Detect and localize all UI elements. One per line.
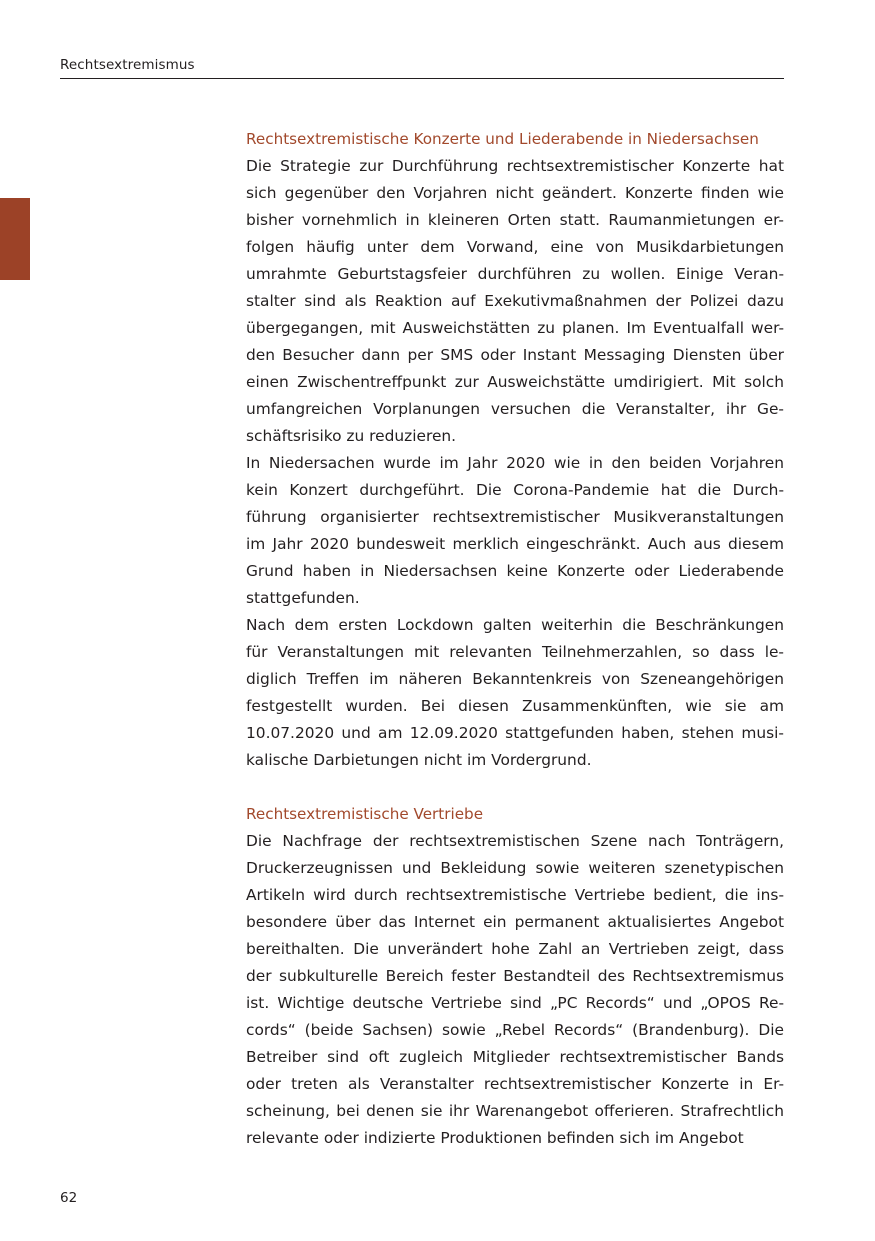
text-line: diglich Treffen im näheren Bekanntenkreis von Szeneangehörigen — [246, 670, 784, 688]
text-line: einen Zwischentreffpunkt zur Ausweichstätte umdirigiert. Mit solch — [246, 373, 784, 391]
text-line: Die Nachfrage der rechtsextremistischen Szene nach Tonträgern, — [246, 832, 784, 850]
text-line: den Besucher dann per SMS oder Instant Messaging Diensten über — [246, 346, 784, 364]
text-line: der subkulturelle Bereich fester Bestandteil des Rechtsextremismus — [246, 967, 784, 985]
main-content — [246, 126, 784, 1152]
text-line: cords“ (beide Sachsen) sowie „Rebel Records“ (Brandenburg). Die — [246, 1021, 784, 1039]
paragraph — [246, 828, 784, 1152]
text-line: festgestellt wurden. Bei diesen Zusammenkünften, wie sie am — [246, 697, 784, 715]
section-konzerte — [246, 126, 784, 774]
text-line: In Niedersachen wurde im Jahr 2020 wie in den beiden Vorjahren — [246, 454, 784, 472]
text-line: besondere über das Internet ein permanent aktualisiertes Angebot — [246, 913, 784, 931]
text-line: folgen häufig unter dem Vorwand, eine von Musikdarbietungen — [246, 238, 784, 256]
text-line: ist. Wichtige deutsche Vertriebe sind „PC Records“ und „OPOS Re- — [246, 994, 784, 1012]
paragraph — [246, 612, 784, 774]
text-line: kein Konzert durchgeführt. Die Corona-Pandemie hat die Durch- — [246, 481, 784, 499]
section-gap — [246, 774, 784, 801]
page-number: 62 — [60, 1190, 78, 1206]
text-line: bereithalten. Die unverändert hohe Zahl an Vertrieben zeigt, dass — [246, 940, 784, 958]
text-line: bisher vornehmlich in kleineren Orten statt. Raumanmietungen er- — [246, 211, 784, 229]
text-line: Artikeln wird durch rechtsextremistische Vertriebe bedient, die ins- — [246, 886, 784, 904]
paragraph — [246, 153, 784, 450]
text-line: oder treten als Veranstalter rechtsextremistischer Konzerte in Er- — [246, 1075, 784, 1093]
section-vertriebe — [246, 801, 784, 1152]
text-line: für Veranstaltungen mit relevanten Teilnehmerzahlen, so dass le- — [246, 643, 784, 661]
text-line: Betreiber sind oft zugleich Mitglieder rechtsextremistischer Bands — [246, 1048, 784, 1066]
text-line: Grund haben in Niedersachsen keine Konzerte oder Liederabende — [246, 562, 784, 580]
paragraph — [246, 450, 784, 612]
text-line: im Jahr 2020 bundesweit merklich eingeschränkt. Auch aus diesem — [246, 535, 784, 553]
text-line: schäftsrisiko zu reduzieren. — [246, 427, 457, 445]
text-line: stalter sind als Reaktion auf Exekutivmaßnahmen der Polizei dazu — [246, 292, 784, 310]
text-line: scheinung, bei denen sie ihr Warenangebot offerieren. Strafrechtlich — [246, 1102, 784, 1120]
text-line: Druckerzeugnissen und Bekleidung sowie weiteren szenetypischen — [246, 859, 784, 877]
text-line: stattgefunden. — [246, 589, 360, 607]
section-heading: Rechtsextremistische Vertriebe — [246, 805, 484, 823]
running-head: Rechtsextremismus — [60, 57, 195, 73]
text-line: umfangreichen Vorplanungen versuchen die Veranstalter, ihr Ge- — [246, 400, 784, 418]
text-line: Die Strategie zur Durchführung rechtsextremistischer Konzerte hat — [246, 157, 784, 175]
text-line: Nach dem ersten Lockdown galten weiterhin die Beschränkungen — [246, 616, 784, 634]
section-heading: Rechtsextremistische Konzerte und Liederabende in Niedersachsen — [246, 130, 759, 148]
text-line: sich gegenüber den Vorjahren nicht geändert. Konzerte finden wie — [246, 184, 784, 202]
text-line: umrahmte Geburtstagsfeier durchführen zu wollen. Einige Veran- — [246, 265, 784, 283]
text-line: relevante oder indizierte Produktionen befinden sich im Angebot — [246, 1129, 744, 1147]
chapter-side-tab — [0, 198, 30, 280]
text-line: kalische Darbietungen nicht im Vordergrund. — [246, 751, 592, 769]
header-rule — [60, 78, 784, 79]
text-line: führung organisierter rechtsextremistischer Musikveranstaltungen — [246, 508, 784, 526]
text-line: 10.07.2020 und am 12.09.2020 stattgefunden haben, stehen musi- — [246, 724, 784, 742]
text-line: übergegangen, mit Ausweichstätten zu planen. Im Eventualfall wer- — [246, 319, 784, 337]
